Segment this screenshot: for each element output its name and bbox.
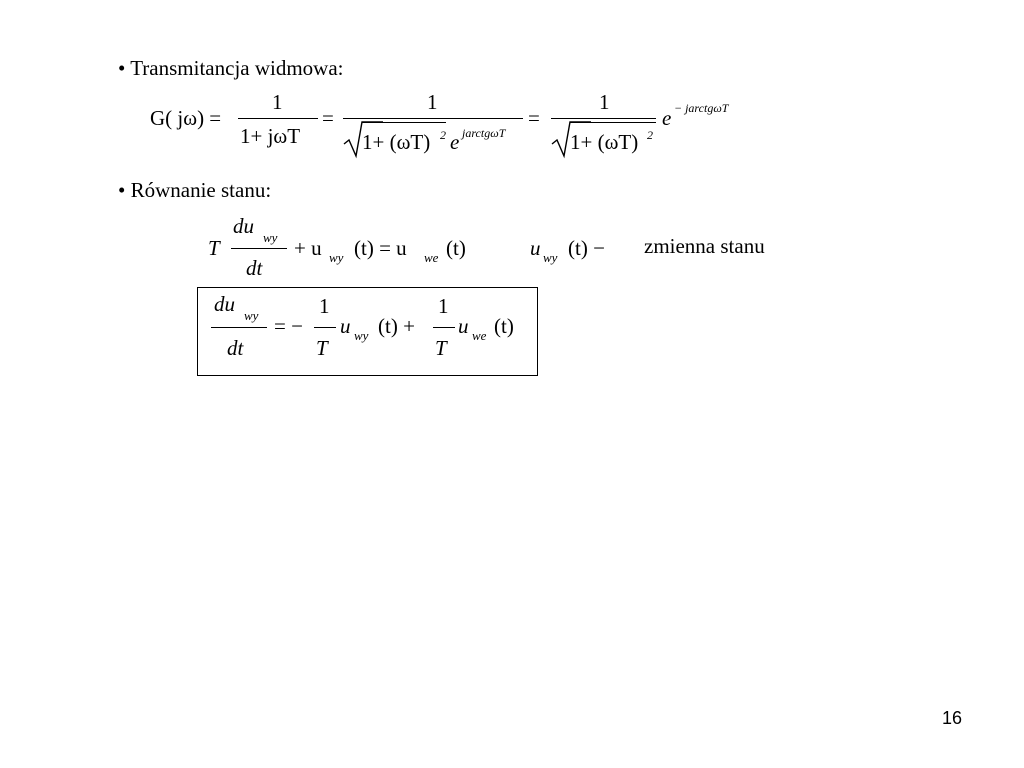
eq1-frac3-line [551, 118, 656, 119]
eq3-num-sub: wy [244, 308, 259, 323]
page-number: 16 [942, 708, 963, 728]
eq1-frac2-num: 1 [427, 90, 438, 114]
bullet-rownanie-stanu: • Równanie stanu: [118, 178, 272, 202]
eq1-frac1-num: 1 [272, 90, 283, 114]
eq3-den-dt: dt [227, 336, 244, 360]
eq3-frac2-line [433, 327, 455, 328]
eq1-lhs: G( jω) = [150, 106, 222, 130]
eq1-frac2-den-exp: jarctgωT [462, 126, 506, 140]
eq3-u2: u [458, 314, 469, 338]
eq3-frac-line [211, 327, 267, 328]
eq1-frac1-den: 1+ jωT [240, 124, 301, 148]
eq1-frac3-den-base: 1+ (ωT) [570, 130, 639, 154]
eq3-sub1: wy [354, 328, 369, 343]
eq3-frac1-line [314, 327, 336, 328]
eq2-den-dt: dt [246, 256, 263, 280]
eq2-arg2: (t) [446, 236, 466, 260]
eq2-frac-line [231, 248, 287, 249]
eq1-frac1-line [238, 118, 318, 119]
sqrt-icon [551, 120, 571, 160]
eq3-sub2: we [472, 328, 487, 343]
eq3-arg1: (t) + [378, 314, 415, 338]
eq2-arg: (t) = u [354, 236, 407, 260]
eq1-frac2-den-e: e [450, 130, 460, 154]
eq1-e: e [662, 106, 672, 130]
eq1-frac2-line [343, 118, 523, 119]
eq2-sub-we: we [424, 250, 439, 265]
eq2-state-u: u [530, 236, 541, 260]
state-variable-label: zmienna stanu [644, 234, 765, 258]
eq2-sub-wy: wy [329, 250, 344, 265]
sqrt-icon [343, 120, 363, 160]
eq1-frac3-sqrt-bar [570, 122, 656, 123]
eq1-frac2-den-pow: 2 [440, 128, 446, 142]
bullet-transmitancja: • Transmitancja widmowa: [118, 56, 344, 80]
eq2-num-du: du [233, 214, 254, 238]
eq1-frac3-num: 1 [599, 90, 610, 114]
eq1-e-exp: − jarctgωT [674, 101, 729, 115]
eq3-num-du: du [214, 292, 235, 316]
eq3-one2: 1 [438, 294, 449, 318]
eq2-rest: + u [294, 236, 322, 260]
eq3-one: 1 [319, 294, 330, 318]
eq1-frac3-den-pow: 2 [647, 128, 653, 142]
eq1-frac2-sqrt-bar [362, 122, 446, 123]
eq3-arg2: (t) [494, 314, 514, 338]
eq3-T: T [316, 336, 328, 360]
eq2-num-sub: wy [263, 230, 278, 245]
eq2-T: T [208, 236, 220, 260]
eq3-T2: T [435, 336, 447, 360]
eq1-frac2-den-base: 1+ (ωT) [362, 130, 431, 154]
eq1-eq-sign-2: = [528, 106, 540, 130]
eq1-eq-sign-1: = [322, 106, 334, 130]
eq2-state-sub: wy [543, 250, 558, 265]
eq3-eq-minus: = − [274, 314, 303, 338]
eq2-state-arg: (t) − [568, 236, 605, 260]
eq3-u1: u [340, 314, 351, 338]
